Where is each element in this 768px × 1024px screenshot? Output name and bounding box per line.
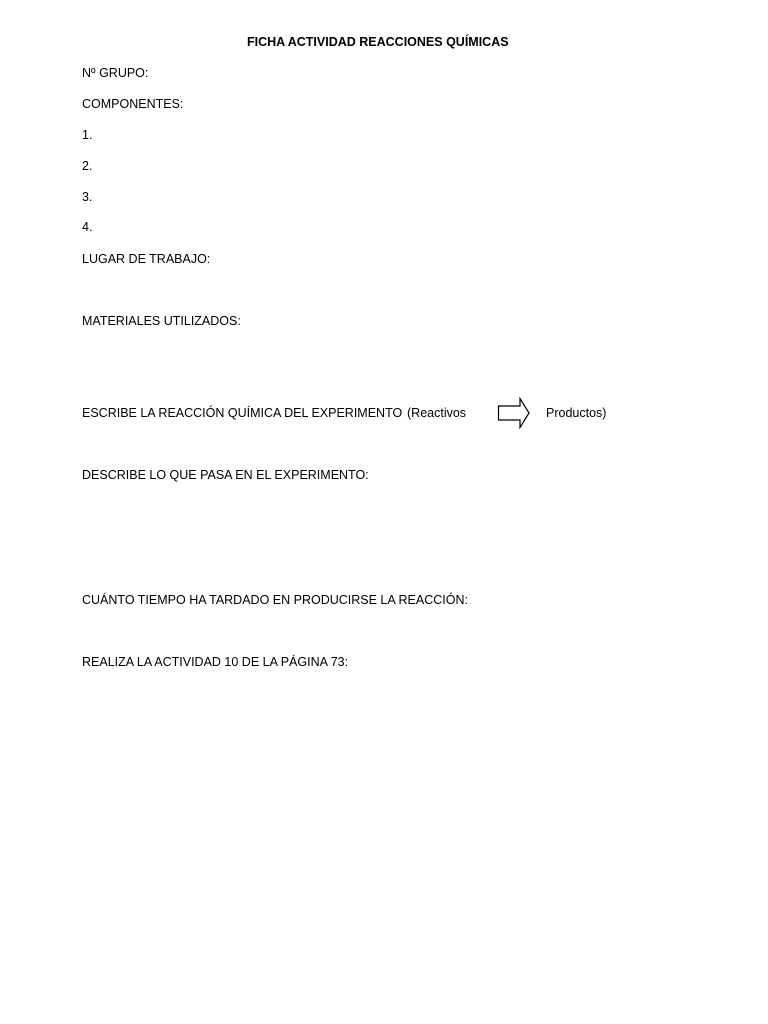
component-item-4: 4. bbox=[82, 220, 93, 234]
reactants-label: (Reactivos bbox=[407, 406, 467, 420]
reaction-label: ESCRIBE LA REACCIÓN QUÍMICA DEL EXPERIMENTO bbox=[82, 406, 403, 420]
component-item-1: 1. bbox=[82, 128, 93, 142]
components-label: COMPONENTES: bbox=[82, 97, 184, 111]
component-item-2: 2. bbox=[82, 159, 93, 173]
workplace-label: LUGAR DE TRABAJO: bbox=[82, 252, 211, 266]
materials-label: MATERIALES UTILIZADOS: bbox=[82, 314, 241, 328]
reaction-time-label: CUÁNTO TIEMPO HA TARDADO EN PRODUCIRSE LA REACCIÓN: bbox=[82, 593, 468, 607]
component-item-3: 3. bbox=[82, 190, 93, 204]
activity-instruction-label: REALIZA LA ACTIVIDAD 10 DE LA PÁGINA 73: bbox=[82, 655, 349, 669]
describe-label: DESCRIBE LO QUE PASA EN EL EXPERIMENTO: bbox=[82, 468, 369, 482]
group-number-label: Nº GRUPO: bbox=[82, 66, 149, 80]
products-label: Productos) bbox=[546, 406, 607, 420]
page-title: FICHA ACTIVIDAD REACCIONES QUÍMICAS bbox=[247, 35, 509, 49]
right-arrow-icon bbox=[497, 397, 531, 429]
